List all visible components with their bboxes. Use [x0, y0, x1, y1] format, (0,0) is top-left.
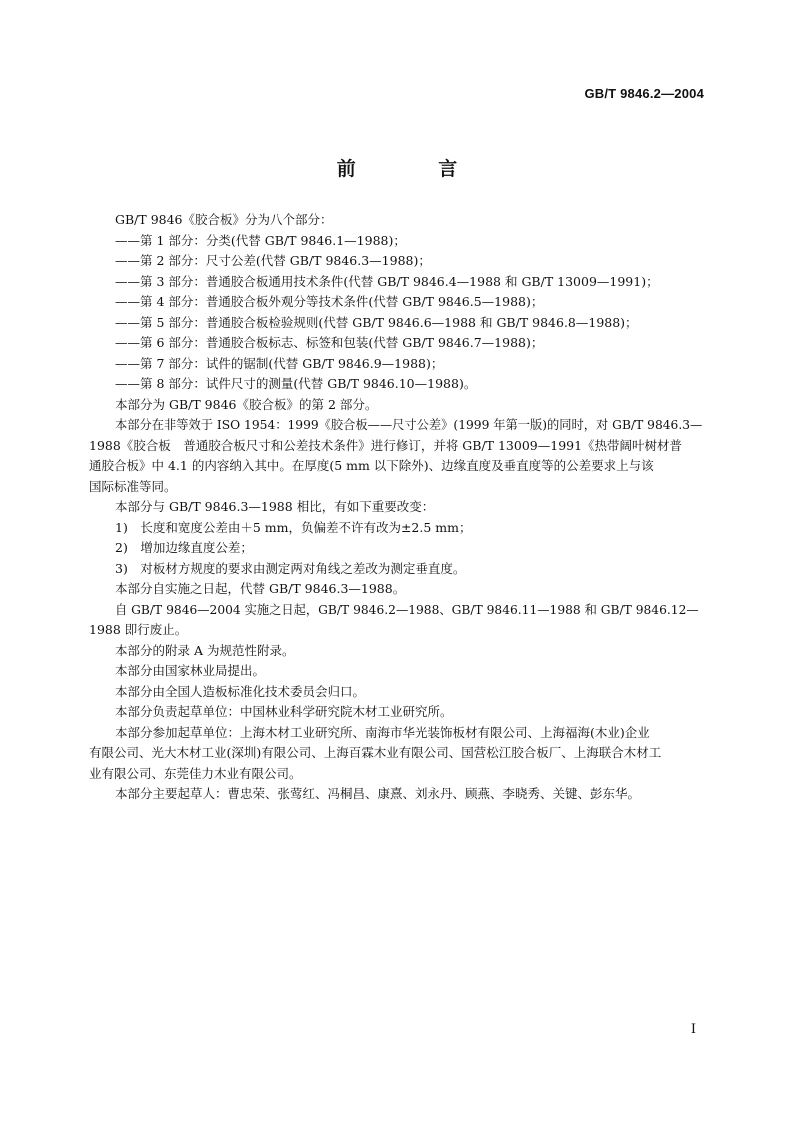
body-line: ——第 1 部分：分类(代替 GB/T 9846.1—1988)；	[115, 232, 406, 248]
body-line: ——第 3 部分：普通胶合板通用技术条件(代替 GB/T 9846.4—1988 和 GB/T 13009—1991)；	[115, 273, 659, 289]
body-line: 本部分由国家林业局提出。	[115, 663, 266, 678]
document-code: GB/T 9846.2—2004	[584, 86, 704, 101]
body-line: ——第 8 部分：试件尺寸的测量(代替 GB/T 9846.10—1988)。	[115, 376, 477, 391]
body-line: 1988 即行废止。	[89, 622, 188, 637]
body-line: 业有限公司、东莞佳力木业有限公司。	[89, 765, 302, 781]
body-line: 本部分在非等效于 ISO 1954：1999《胶合板——尺寸公差》(1999 年第一版)的同时，对 GB/T 9846.3—	[115, 418, 703, 432]
page-title: 前 言	[336, 158, 496, 180]
body-line: 本部分主要起草人：曹忠荣、张莺红、冯桐昌、康熹、刘永丹、顾燕、李晓秀、关键、彭东华。	[115, 786, 641, 801]
body-line: ——第 5 部分：普通胶合板检验规则(代替 GB/T 9846.6—1988 和 GB/T 9846.8—1988)；	[115, 314, 638, 330]
body-line: 通胶合板》中 4.1 的内容纳入其中。在厚度(5 mm 以下除外)、边缘直度及垂直度等的公差要求上与该	[89, 458, 654, 473]
body-line: 自 GB/T 9846—2004 实施之日起，GB/T 9846.2—1988、GB/T 9846.11—1988 和 GB/T 9846.12—	[115, 602, 699, 617]
body-line: 1) 长度和宽度公差由＋5 mm，负偏差不许有改为±2.5 mm；	[115, 519, 472, 535]
body-line: 本部分自实施之日起，代替 GB/T 9846.3—1988。	[115, 581, 406, 596]
body-line: 本部分为 GB/T 9846《胶合板》的第 2 部分。	[115, 396, 378, 412]
body-line: ——第 4 部分：普通胶合板外观分等技术条件(代替 GB/T 9846.5—1988)；	[115, 294, 544, 309]
body-line: 3) 对板材方规度的要求由测定两对角线之差改为测定垂直度。	[115, 560, 466, 576]
body-line: 本部分由全国人造板标准化技术委员会归口。	[115, 683, 366, 699]
page-number: I	[690, 1022, 696, 1037]
body-line: GB/T 9846《胶合板》分为八个部分：	[115, 212, 333, 227]
body-line: 1988《胶合板 普通胶合板尺寸和公差技术条件》进行修订，并将 GB/T 13009—1991《热带阔叶树材普	[89, 437, 683, 453]
body-line: ——第 2 部分：尺寸公差(代替 GB/T 9846.3—1988)；	[115, 253, 431, 268]
body-line: 本部分的附录 A 为规范性附录。	[115, 642, 295, 658]
body-line: 2) 增加边缘直度公差；	[115, 540, 253, 555]
body-line: 本部分与 GB/T 9846.3—1988 相比，有如下重要改变：	[115, 499, 435, 514]
body-line: 国际标准等同。	[89, 478, 177, 494]
body-line: 本部分负责起草单位：中国林业科学研究院木材工业研究所。	[115, 704, 453, 719]
body-line: ——第 7 部分：试件的锯制(代替 GB/T 9846.9—1988)；	[115, 355, 444, 371]
body-line: ——第 6 部分：普通胶合板标志、标签和包装(代替 GB/T 9846.7—1988)；	[115, 335, 544, 350]
document-body	[89, 210, 707, 805]
body-line: 有限公司、光大木材工业(深圳)有限公司、上海百霖木业有限公司、国营松江胶合板厂、上海联合木材工	[89, 745, 662, 760]
body-line: 本部分参加起草单位：上海木材工业研究所、南海市华光装饰板材有限公司、上海福海(木业)企业	[115, 724, 650, 740]
